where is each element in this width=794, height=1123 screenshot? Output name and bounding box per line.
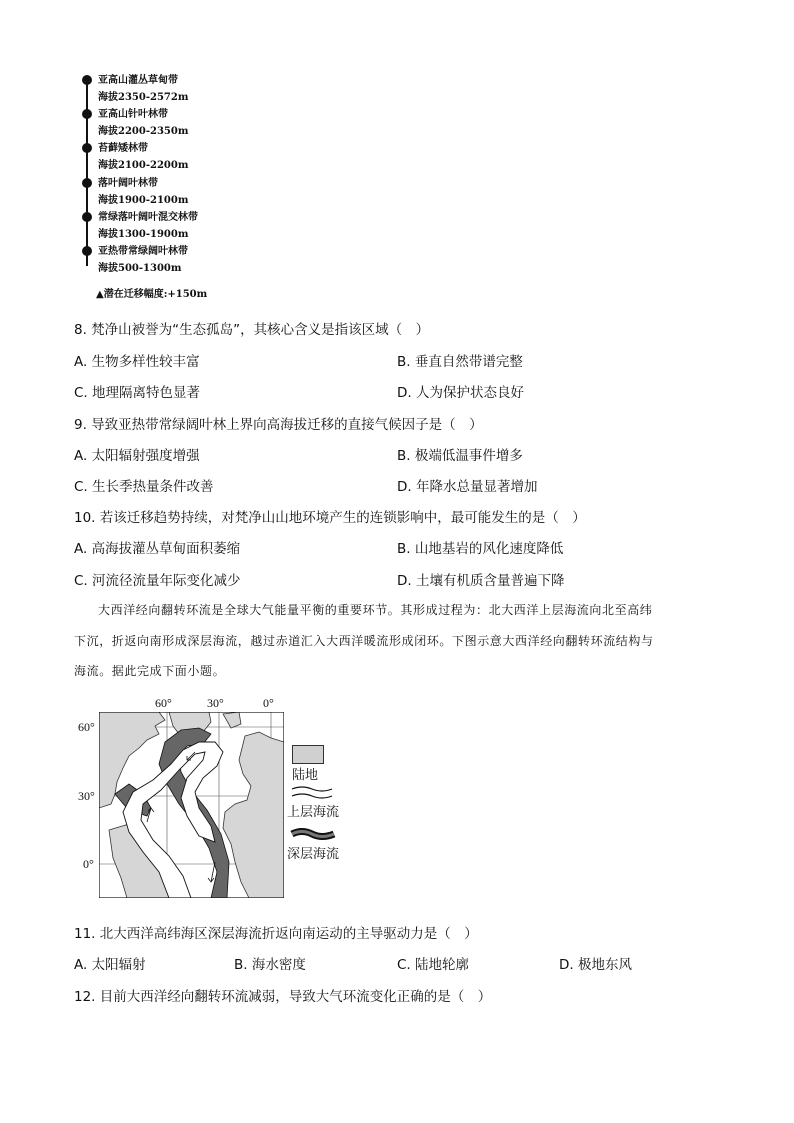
- option-d[interactable]: D. 年降水总量显著增加: [397, 479, 538, 495]
- legend-land-label: 陆地: [292, 768, 319, 783]
- lon-label: 30°: [207, 696, 224, 710]
- option-c[interactable]: C. 生长季热量条件改善: [74, 479, 214, 495]
- passage-line: 海流。据此完成下面小题。: [74, 664, 226, 678]
- lon-label: 60°: [155, 696, 172, 710]
- zone-altitude: 海拔1300-1900m: [98, 229, 189, 240]
- zone-name: 苔藓矮林带: [98, 143, 148, 154]
- legend-upper-swatch: [290, 784, 336, 802]
- zone-marker: [82, 246, 92, 256]
- legend-land-swatch: [292, 745, 324, 764]
- zone-marker: [82, 212, 92, 222]
- option-d[interactable]: D. 极地东风: [559, 957, 632, 973]
- lat-label: 0°: [83, 857, 94, 871]
- zone-name: 常绿落叶阔叶混交林带: [98, 212, 198, 223]
- question-stem: 9. 导致亚热带常绿阔叶林上界向高海拔迁移的直接气候因子是（ ）: [74, 417, 483, 433]
- zone-altitude: 海拔2350-2572m: [98, 92, 189, 103]
- option-a[interactable]: A. 太阳辐射: [74, 957, 146, 973]
- zone-name: 亚高山灌丛草甸带: [98, 75, 178, 86]
- option-a[interactable]: A. 太阳辐射强度增强: [74, 448, 200, 464]
- zone-name: 亚高山针叶林带: [98, 109, 168, 120]
- zone-name: 落叶阔叶林带: [98, 178, 158, 189]
- lat-label: 60°: [78, 720, 95, 734]
- zone-marker: [82, 178, 92, 188]
- legend-deep-label: 深层海流: [287, 847, 340, 862]
- option-c[interactable]: C. 地理隔离特色显著: [74, 385, 201, 401]
- question-stem: 8. 梵净山被誉为“生态孤岛”，其核心含义是指该区域（ ）: [74, 322, 430, 338]
- lon-label: 0°: [263, 696, 274, 710]
- lat-label: 30°: [78, 789, 95, 803]
- passage-line: 下沉，折返向南形成深层海流，越过赤道汇入大西洋暖流形成闭环。下图示意大西洋经向翻转环流结构与: [74, 634, 654, 648]
- migration-note: ▲潜在迁移幅度:+150m: [96, 289, 208, 300]
- zone-marker: [82, 75, 92, 85]
- legend-upper-label: 上层海流: [287, 805, 340, 820]
- question-stem: 10. 若该迁移趋势持续，对梵净山山地环境产生的连锁影响中，最可能发生的是（ ）: [74, 510, 586, 526]
- passage-line: 大西洋经向翻转环流是全球大气能量平衡的重要环节。其形成过程为：北大西洋上层海流向北至高纬: [98, 603, 653, 617]
- zone-marker: [82, 143, 92, 153]
- option-d[interactable]: D. 土壤有机质含量普遍下降: [397, 573, 565, 589]
- option-b[interactable]: B. 山地基岩的风化速度降低: [397, 541, 564, 557]
- zone-name: 亚热带常绿阔叶林带: [98, 246, 188, 257]
- option-b[interactable]: B. 极端低温事件增多: [397, 448, 523, 464]
- option-a[interactable]: A. 生物多样性较丰富: [74, 354, 200, 370]
- option-d[interactable]: D. 人为保护状态良好: [397, 385, 524, 401]
- zone-altitude: 海拔2100-2200m: [98, 160, 189, 171]
- option-c[interactable]: C. 陆地轮廓: [397, 957, 470, 973]
- zone-altitude: 海拔500-1300m: [98, 263, 182, 274]
- zone-altitude: 海拔2200-2350m: [98, 126, 189, 137]
- zone-marker: [82, 109, 92, 119]
- option-b[interactable]: B. 海水密度: [234, 957, 306, 973]
- question-stem: 11. 北大西洋高纬海区深层海流折返向南运动的主导驱动力是（ ）: [74, 926, 478, 942]
- option-c[interactable]: C. 河流径流量年际变化减少: [74, 573, 241, 589]
- option-b[interactable]: B. 垂直自然带谱完整: [397, 354, 523, 370]
- question-stem: 12. 目前大西洋经向翻转环流减弱，导致大气环流变化正确的是（ ）: [74, 989, 492, 1005]
- zone-altitude: 海拔1900-2100m: [98, 195, 189, 206]
- legend-deep-swatch: [290, 826, 336, 842]
- zone-axis-line: [86, 76, 88, 266]
- option-a[interactable]: A. 高海拔灌丛草甸面积萎缩: [74, 541, 241, 557]
- amoc-map: [99, 712, 284, 898]
